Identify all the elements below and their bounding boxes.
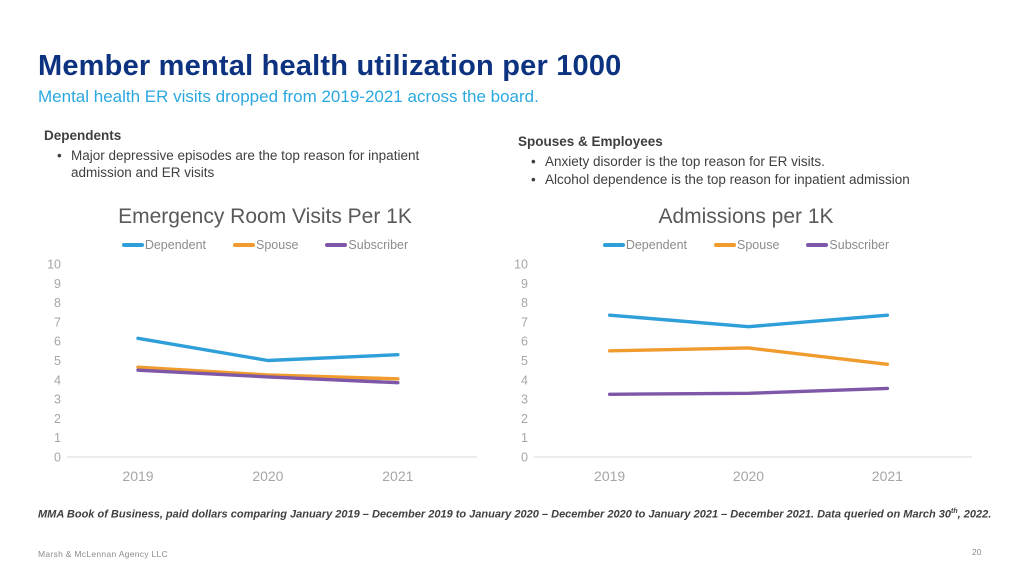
- y-axis-tick-label: 2: [54, 411, 61, 426]
- y-axis-tick-label: 3: [54, 392, 61, 407]
- section-heading: Dependents: [44, 128, 122, 143]
- y-axis-tick-label: 4: [54, 373, 61, 388]
- y-axis-tick-label: 9: [54, 276, 61, 291]
- bullet-marker: •: [57, 148, 62, 163]
- footnote-text: , 2022.: [957, 508, 992, 521]
- y-axis-tick-label: 6: [54, 334, 61, 349]
- company-name: Marsh & McLennan Agency LLC: [38, 549, 169, 559]
- series-line-subscriber: [610, 388, 888, 394]
- y-axis-tick-label: 8: [54, 296, 61, 311]
- x-axis-tick-label: 2019: [122, 468, 154, 484]
- series-line-spouse: [610, 348, 888, 364]
- chart-legend: [45, 238, 485, 252]
- bullet-marker: •: [531, 154, 536, 169]
- line-swatch-icon: [714, 243, 736, 247]
- source-footnote: [38, 507, 994, 523]
- series-line-dependent: [610, 315, 888, 327]
- bullet-text: Alcohol dependence is the top reason for inpatient admission: [545, 172, 910, 188]
- x-axis-tick-label: 2021: [871, 468, 903, 484]
- x-axis-tick-label: 2020: [732, 468, 765, 484]
- bullet-text: Anxiety disorder is the top reason for ER visits.: [545, 154, 825, 169]
- y-axis-tick-label: 9: [521, 276, 528, 291]
- y-axis-tick-label: 0: [521, 450, 528, 465]
- footnote-superscript: th: [951, 508, 958, 515]
- y-axis-tick-label: 7: [521, 315, 528, 330]
- line-swatch-icon: [122, 243, 144, 247]
- legend-label: Dependent: [625, 238, 687, 252]
- y-axis-tick-label: 10: [47, 257, 61, 272]
- page-number: 20: [972, 547, 982, 557]
- footnote-text: MMA Book of Business, paid dollars comparing January 2019 – December 2019 to January 2020 – December 2020 to January 2021 – December 2021. Data queried on March 30: [38, 508, 951, 521]
- section-dependents: [44, 128, 484, 183]
- y-axis-tick-label: 0: [54, 450, 61, 465]
- x-axis-tick-label: 2020: [252, 468, 284, 484]
- er-visits-chart: [45, 205, 485, 489]
- line-swatch-icon: [603, 243, 625, 247]
- admissions-chart: [512, 205, 980, 489]
- bullet-marker: •: [531, 172, 536, 188]
- bullet-item: [44, 147, 484, 182]
- bullet-text: Major depressive episodes are the top reason for inpatient admission and ER visits: [71, 148, 420, 181]
- y-axis-tick-label: 8: [521, 296, 528, 311]
- er-visits-chart-canvas: [45, 254, 485, 489]
- legend-item-dependent: [603, 238, 687, 252]
- legend-item-subscriber: [806, 238, 889, 252]
- chart-legend: [512, 238, 980, 252]
- y-axis-tick-label: 7: [54, 315, 61, 330]
- page-subtitle: Mental health ER visits dropped from 2019-2021 across the board.: [38, 87, 539, 106]
- legend-label: Subscriber: [829, 238, 890, 252]
- section-spouses-employees: [518, 134, 988, 190]
- y-axis-tick-label: 6: [521, 334, 528, 349]
- chart-title: Emergency Room Visits Per 1K: [118, 205, 412, 228]
- line-swatch-icon: [233, 243, 255, 247]
- line-swatch-icon: [325, 243, 347, 247]
- legend-item-dependent: [122, 238, 206, 252]
- legend-item-spouse: [714, 238, 779, 252]
- chart-title: Admissions per 1K: [658, 205, 834, 228]
- x-axis-tick-label: 2021: [382, 468, 414, 484]
- y-axis-tick-label: 4: [521, 373, 528, 388]
- section-heading: Spouses & Employees: [518, 134, 663, 149]
- page-title: Member mental health utilization per 1000: [38, 50, 622, 82]
- legend-label: Spouse: [256, 238, 299, 252]
- legend-label: Spouse: [737, 238, 780, 252]
- y-axis-tick-label: 1: [521, 431, 528, 446]
- y-axis-tick-label: 1: [54, 431, 61, 446]
- admissions-chart-canvas: [512, 254, 980, 489]
- series-line-dependent: [138, 338, 398, 360]
- y-axis-tick-label: 5: [521, 354, 528, 368]
- y-axis-tick-label: 5: [54, 354, 61, 368]
- legend-label: Subscriber: [348, 238, 409, 252]
- legend-item-subscriber: [325, 238, 408, 252]
- y-axis-tick-label: 10: [514, 257, 528, 272]
- legend-item-spouse: [233, 238, 298, 252]
- y-axis-tick-label: 2: [521, 411, 528, 426]
- y-axis-tick-label: 3: [521, 392, 528, 407]
- bullet-item: [518, 171, 988, 188]
- line-swatch-icon: [806, 243, 828, 247]
- legend-label: Dependent: [144, 238, 206, 252]
- x-axis-tick-label: 2019: [594, 468, 626, 484]
- bullet-item: [518, 153, 988, 170]
